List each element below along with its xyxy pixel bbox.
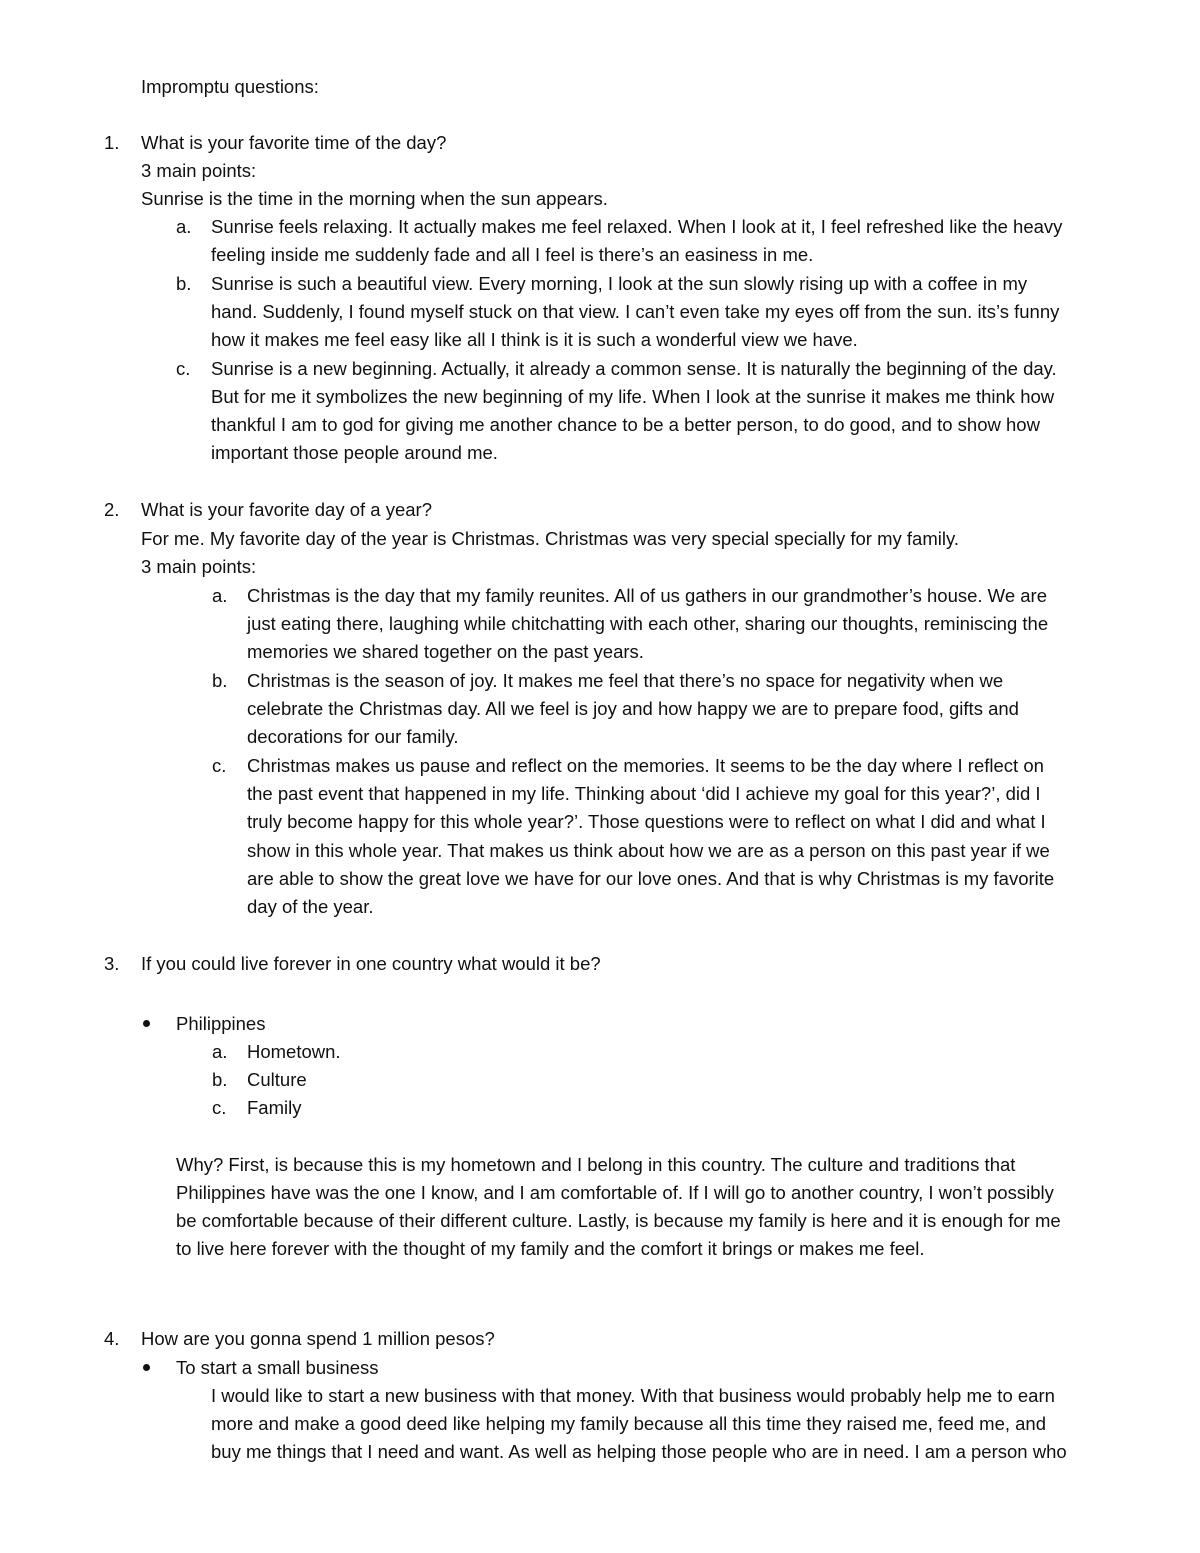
list-item-line: Christmas makes us pause and reflect on the memories. It seems to be the day where I reflect on — [247, 755, 1044, 776]
list-marker: b. — [176, 273, 192, 294]
question-number: 2. — [104, 499, 120, 520]
page-heading: Impromptu questions: — [141, 76, 319, 97]
paragraph-line: buy me things that I need and want. As well as helping those people who are in need. I am a person who — [211, 1441, 1067, 1462]
list-item-line: Family — [247, 1097, 302, 1118]
question-text: How are you gonna spend 1 million pesos? — [141, 1328, 495, 1349]
list-item-line: Sunrise feels relaxing. It actually makes me feel relaxed. When I look at it, I feel refreshed like the heavy — [211, 216, 1063, 237]
list-marker: c. — [212, 1097, 227, 1118]
list-item-line: Culture — [247, 1069, 307, 1090]
list-item-line: memories we shared together on the past years. — [247, 641, 644, 662]
list-marker: a. — [176, 216, 192, 237]
paragraph-line: to live here forever with the thought of my family and the comfort it brings or makes me feel. — [176, 1238, 925, 1259]
list-item-line: Hometown. — [247, 1041, 341, 1062]
list-item-line: just eating there, laughing while chitchatting with each other, sharing our thoughts, reminiscing the — [247, 613, 1049, 634]
list-item-line: Sunrise is such a beautiful view. Every morning, I look at the sun slowly rising up with a coffee in my — [211, 273, 1028, 294]
list-item-line: Sunrise is a new beginning. Actually, it already a common sense. It is naturally the beginning of the day. — [211, 358, 1057, 379]
list-item-line: feeling inside me suddenly fade and all I feel is there’s an easiness in me. — [211, 244, 814, 265]
list-item-line: decorations for our family. — [247, 726, 459, 747]
list-item-line: celebrate the Christmas day. All we feel is joy and how happy we are to prepare food, gifts and — [247, 698, 1019, 719]
bullet-icon — [143, 1364, 150, 1371]
list-item-line: show in this whole year. That makes us think about how we are as a person on this past year if we — [247, 840, 1050, 861]
list-item-line: important those people around me. — [211, 442, 498, 463]
paragraph-line: be comfortable because of their different culture. Lastly, is because my family is here and it is enough for me — [176, 1210, 1061, 1231]
list-marker: a. — [212, 585, 228, 606]
paragraph-line: more and make a good deed like helping my family because all this time they raised me, feed me, and — [211, 1413, 1047, 1434]
answer-intro: Sunrise is the time in the morning when the sun appears. — [141, 188, 608, 209]
question-number: 4. — [104, 1328, 120, 1349]
list-item-line: day of the year. — [247, 896, 374, 917]
question-number: 3. — [104, 953, 120, 974]
paragraph-line: Philippines have was the one I know, and I am comfortable of. If I will go to another country, I won’t possibly — [176, 1182, 1054, 1203]
bullet-text: To start a small business — [176, 1357, 379, 1378]
list-item-line: hand. Suddenly, I found myself stuck on that view. I can’t even take my eyes off from the sun. its’s funny — [211, 301, 1060, 322]
main-points-label: 3 main points: — [141, 160, 257, 181]
question-text: What is your favorite day of a year? — [141, 499, 432, 520]
answer-intro: For me. My favorite day of the year is Christmas. Christmas was very special specially for my family. — [141, 528, 959, 549]
question-text: If you could live forever in one country what would it be? — [141, 953, 601, 974]
list-item-line: But for me it symbolizes the new beginning of my life. When I look at the sunrise it makes me think how — [211, 386, 1055, 407]
list-marker: b. — [212, 670, 228, 691]
paragraph-line: Why? First, is because this is my hometown and I belong in this country. The culture and traditions that — [176, 1154, 1016, 1175]
list-marker: c. — [212, 755, 227, 776]
list-marker: a. — [212, 1041, 228, 1062]
list-item-line: Christmas is the season of joy. It makes me feel that there’s no space for negativity when we — [247, 670, 1004, 691]
main-points-label: 3 main points: — [141, 556, 257, 577]
list-marker: c. — [176, 358, 191, 379]
question-number: 1. — [104, 132, 120, 153]
list-item-line: how it makes me feel easy like all I think is it is such a wonderful view we have. — [211, 329, 858, 350]
list-item-line: thankful I am to god for giving me another chance to be a better person, to do good, and to show how — [211, 414, 1040, 435]
list-marker: b. — [212, 1069, 228, 1090]
list-item-line: the past event that happened in my life. Thinking about ‘did I achieve my goal for this year?’, did I — [247, 783, 1041, 804]
list-item-line: are able to show the great love we have for our love ones. And that is why Christmas is my favorite — [247, 868, 1055, 889]
bullet-text: Philippines — [176, 1013, 266, 1034]
list-item-line: truly become happy for this whole year?’. Those questions were to reflect on what I did and what I — [247, 811, 1046, 832]
bullet-icon — [143, 1020, 150, 1027]
paragraph-line: I would like to start a new business with that money. With that business would probably help me to earn — [211, 1385, 1055, 1406]
list-item-line: Christmas is the day that my family reunites. All of us gathers in our grandmother’s house. We are — [247, 585, 1047, 606]
question-text: What is your favorite time of the day? — [141, 132, 447, 153]
